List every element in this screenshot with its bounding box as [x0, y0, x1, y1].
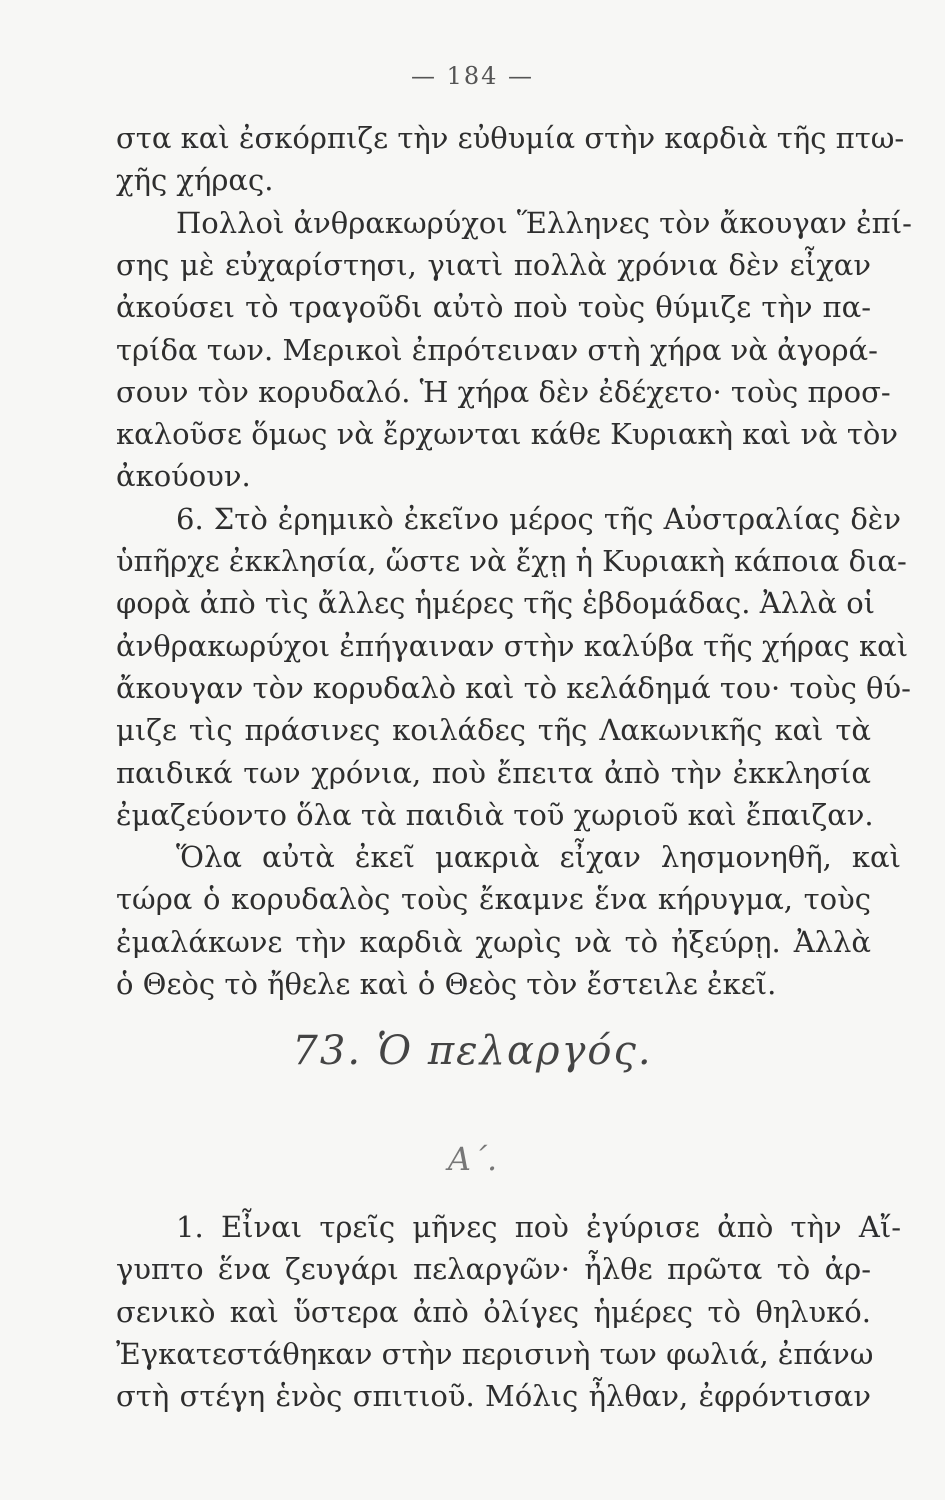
text-line: ἐμαζεύοντο ὅλα τὰ παιδιὰ τοῦ χωριοῦ καὶ ἔπαιζαν. — [116, 797, 874, 832]
text-line: Πολλοὶ ἀνθρακωρύχοι Ἕλληνες τὸν ἄκουγαν ἐπί- — [176, 205, 912, 240]
text-line: τρίδα των. Μερικοὶ ἐπρότειναν στὴ χήρα νὰ ἀγορά- — [116, 332, 878, 367]
text-line: παιδικά των χρόνια, ποὺ ἔπειτα ἀπὸ τὴν ἐκκλησία — [116, 755, 871, 790]
text-line: σενικὸ καὶ ὕστερα ἀπὸ ὀλίγες ἡμέρες τὸ θηλυκό. — [116, 1294, 871, 1329]
section-mark: Α΄. — [447, 1140, 498, 1178]
text-line: ὑπῆρχε ἐκκλησία, ὥστε νὰ ἔχῃ ἡ Κυριακὴ κάποια δια- — [116, 544, 907, 578]
text-line: μιζε τὶς πράσινες κοιλάδες τῆς Λακωνικῆς καὶ τὰ — [116, 713, 871, 748]
text-line: σουν τὸν κορυδαλό. Ἡ χήρα δὲν ἐδέχετο· τοὺς προσ- — [116, 374, 891, 409]
chapter-title: 73. Ὁ πελαργός. — [292, 1028, 653, 1074]
text-line: 6. Στὸ ἐρημικὸ ἐκεῖνο μέρος τῆς Αὐστραλίας δὲν — [176, 501, 901, 536]
text-line: στα καὶ ἐσκόρπιζε τὴν εὐθυμία στὴν καρδιὰ τῆς πτω- — [116, 121, 905, 155]
text-line: ἐμαλάκωνε τὴν καρδιὰ χωρὶς νὰ τὸ ἠξεύρῃ. Ἀλλὰ — [116, 924, 871, 959]
text-line: ὁ Θεὸς τὸ ἤθελε καὶ ὁ Θεὸς τὸν ἔστειλε ἐκεῖ. — [116, 967, 777, 1001]
text-line: ἀνθρακωρύχοι ἐπήγαιναν στὴν καλύβα τῆς χήρας καὶ — [116, 628, 909, 663]
text-line: καλοῦσε ὅμως νὰ ἔρχωνται κάθε Κυριακὴ καὶ νὰ τὸν — [116, 417, 899, 452]
text-line: τώρα ὁ κορυδαλὸς τοὺς ἔκαμνε ἕνα κήρυγμα, τοὺς — [116, 882, 871, 917]
page-number: — 184 — — [410, 62, 535, 90]
text-line: Ἐγκατεστάθηκαν στὴν περισινὴ των φωλιά, ἐπάνω — [116, 1336, 874, 1371]
text-line: σης μὲ εὐχαρίστησι, γιατὶ πολλὰ χρόνια δὲν εἶχαν — [116, 247, 871, 282]
text-line: γυπτο ἕνα ζευγάρι πελαργῶν· ἦλθε πρῶτα τὸ ἀρ- — [116, 1252, 871, 1287]
text-line: χῆς χήρας. — [116, 163, 274, 198]
text-line: ἀκούουν. — [116, 459, 251, 494]
text-line: ἀκούσει τὸ τραγοῦδι αὐτὸ ποὺ τοὺς θύμιζε τὴν πα- — [116, 290, 871, 325]
text-line: Ὅλα αὐτὰ ἐκεῖ μακριὰ εἶχαν λησμονηθῆ, καὶ — [176, 840, 901, 875]
text-line: 1. Εἶναι τρεῖς μῆνες ποὺ ἐγύρισε ἀπὸ τὴν Αἴ- — [176, 1210, 901, 1244]
text-line: φορὰ ἀπὸ τὶς ἄλλες ἡμέρες τῆς ἑβδομάδας. Ἀλλὰ οἱ — [116, 586, 876, 621]
text-line: ἄκουγαν τὸν κορυδαλὸ καὶ τὸ κελάδημά του· τοὺς θύ- — [116, 670, 911, 705]
text-line: στὴ στέγη ἑνὸς σπιτιοῦ. Μόλις ἦλθαν, ἐφρόντισαν — [116, 1379, 871, 1414]
